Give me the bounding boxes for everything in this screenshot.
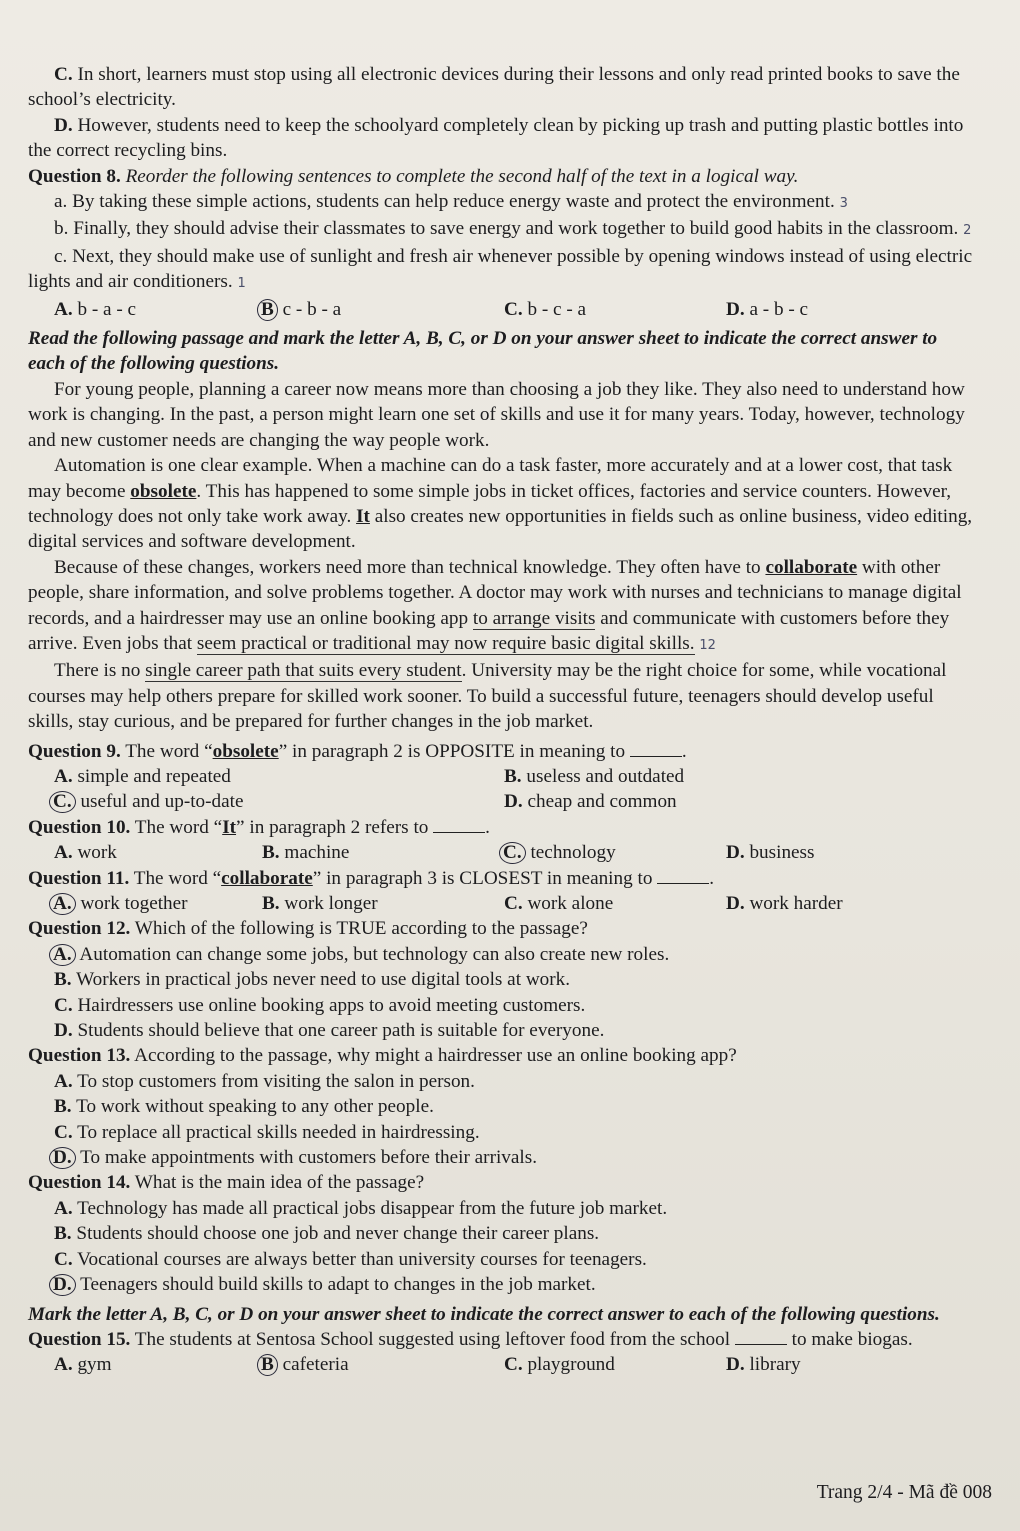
q10-answer-blank[interactable] bbox=[433, 816, 485, 833]
q15-option-c[interactable]: C. playground bbox=[504, 1354, 615, 1376]
q9-options-row-2 bbox=[28, 789, 978, 814]
q9-option-a[interactable]: A. simple and repeated bbox=[54, 765, 231, 787]
q11-options bbox=[28, 891, 978, 916]
q15-stem: Question 15. The students at Sentosa School suggested using leftover food from the school to make biogas. bbox=[28, 1328, 913, 1350]
q15-options bbox=[28, 1352, 978, 1377]
q11-option-c[interactable]: C. work alone bbox=[504, 893, 614, 914]
q15-answer-blank[interactable] bbox=[735, 1328, 787, 1345]
q12-option-d[interactable]: D. Students should believe that one career path is suitable for everyone. bbox=[54, 1020, 605, 1042]
q8-sentence-a: a. By taking these simple actions, students can help reduce energy waste and protect the environment. 3 bbox=[54, 191, 848, 213]
q15-option-d[interactable]: D. library bbox=[726, 1354, 801, 1376]
q13-option-d[interactable]: D. To make appointments with customers before their arrivals. bbox=[28, 1145, 978, 1170]
q13-stem: Question 13. According to the passage, why might a hairdresser use an online booking app? bbox=[28, 1045, 737, 1067]
q11-option-b[interactable]: B. work longer bbox=[262, 893, 378, 914]
q10-options bbox=[28, 840, 978, 865]
q10-stem: Question 10. The word “It” in paragraph 2 refers to . bbox=[28, 816, 490, 838]
passage-paragraph-2: Automation is one clear example. When a machine can do a task faster, more accurately and at a lower cost, that task may become obsolete. This has happened to some simple jobs in ticket offices, factories and service counters. However, technology does not only take work away. It also creates new opportunities in fields such as online business, video editing, digital services and software development. bbox=[28, 455, 973, 553]
passage-paragraph-1: For young people, planning a career now means more than choosing a job they like. They also need to understand how work is changing. In the past, a person might learn one set of skills and use it for many years. Today, however, technology and new customer needs are changing the way people work. bbox=[28, 378, 965, 451]
q8-options bbox=[28, 297, 978, 322]
q14-option-a[interactable]: A. Technology has made all practical jobs disappear from the future job market. bbox=[54, 1197, 668, 1219]
reading-instruction: Read the following passage and mark the letter A, B, C, or D on your answer sheet to indicate the correct answer to each of the following questions. bbox=[28, 328, 938, 375]
passage-paragraph-3: Because of these changes, workers need more than technical knowledge. They often have to collaborate with other people, share information, and solve problems together. A doctor may work with nurses and technicians to manage digital records, and a hairdresser may use an online booking app to arrange visits and communicate with customers before they arrive. Even jobs that seem practical or traditional may now require basic digital skills. 12 bbox=[28, 556, 962, 654]
q10-option-a[interactable]: A. work bbox=[54, 842, 117, 864]
q9-option-d[interactable]: D. cheap and common bbox=[504, 791, 677, 813]
q8-option-b[interactable]: B c - b - a bbox=[262, 297, 504, 322]
q11-answer-blank[interactable] bbox=[657, 867, 709, 884]
q13-option-c[interactable]: C. To replace all practical skills needed in hairdressing. bbox=[54, 1121, 480, 1143]
q10-option-d[interactable]: D. business bbox=[726, 842, 815, 864]
q9-answer-blank[interactable] bbox=[630, 740, 682, 757]
q13-option-a[interactable]: A. To stop customers from visiting the salon in person. bbox=[54, 1070, 475, 1092]
q13-option-b[interactable]: B. To work without speaking to any other people. bbox=[54, 1096, 434, 1118]
q14-option-c[interactable]: C. Vocational courses are always better than university courses for teenagers. bbox=[54, 1248, 647, 1270]
passage-paragraph-4: There is no single career path that suits every student. University may be the right choice for some, while vocational courses may help others prepare for skilled work sooner. To build a successful future, teenagers should develop useful skills, stay curious, and be prepared for further changes in the job market. bbox=[28, 660, 947, 733]
q9-stem: Question 9. The word “obsolete” in paragraph 2 is OPPOSITE in meaning to . bbox=[28, 740, 687, 762]
page-footer: Trang 2/4 - Mã đề 008 bbox=[816, 1482, 992, 1503]
q7-option-c: C. In short, learners must stop using all electronic devices during their lessons and only read printed books to save the school’s electricity. bbox=[28, 64, 960, 111]
q9-option-c[interactable]: C. useful and up-to-date bbox=[54, 789, 504, 814]
q11-option-a[interactable]: A. work together bbox=[54, 891, 262, 916]
q12-option-a[interactable]: A. Automation can change some jobs, but technology can also create new roles. bbox=[28, 942, 978, 967]
q14-option-d[interactable]: D. Teenagers should build skills to adapt to changes in the job market. bbox=[28, 1272, 978, 1297]
q8-stem: Question 8. Reorder the following sentences to complete the second half of the text in a logical way. bbox=[28, 165, 799, 187]
q14-stem: Question 14. What is the main idea of the passage? bbox=[28, 1172, 425, 1194]
q8-option-c[interactable]: C. b - c - a bbox=[504, 298, 587, 320]
q15-option-b[interactable]: B cafeteria bbox=[262, 1352, 504, 1377]
q8-option-d[interactable]: D. a - b - c bbox=[726, 298, 809, 320]
q8-sentence-c: c. Next, they should make use of sunlight and fresh air whenever possible by opening windows instead of using electric lights and air conditioners. 1 bbox=[28, 245, 973, 293]
q10-option-b[interactable]: B. machine bbox=[262, 842, 350, 864]
q11-option-d[interactable]: D. work harder bbox=[726, 893, 843, 914]
q7-option-d: D. However, students need to keep the schoolyard completely clean by picking up trash and putting plastic bottles into the correct recycling bins. bbox=[28, 114, 964, 162]
q12-option-c[interactable]: C. Hairdressers use online booking apps to avoid meeting customers. bbox=[54, 994, 586, 1016]
q9-option-b[interactable]: B. useless and outdated bbox=[504, 765, 685, 787]
q9-options-row-1 bbox=[28, 764, 978, 789]
q12-stem: Question 12. Which of the following is TRUE according to the passage? bbox=[28, 918, 588, 940]
q12-option-b[interactable]: B. Workers in practical jobs never need to use digital tools at work. bbox=[54, 969, 571, 991]
q11-stem: Question 11. The word “collaborate” in paragraph 3 is CLOSEST in meaning to . bbox=[28, 867, 715, 889]
q15-option-a[interactable]: A. gym bbox=[54, 1354, 112, 1376]
q8-option-a[interactable]: A. b - a - c bbox=[54, 298, 137, 320]
q8-sentence-b: b. Finally, they should advise their classmates to save energy and work together to build good habits in the classroom. 2 bbox=[54, 218, 972, 240]
q14-option-b[interactable]: B. Students should choose one job and never change their career plans. bbox=[54, 1223, 600, 1245]
q10-option-c[interactable]: C. technology bbox=[504, 840, 726, 865]
section-instruction: Mark the letter A, B, C, or D on your answer sheet to indicate the correct answer to each of the following questions. bbox=[28, 1303, 940, 1325]
